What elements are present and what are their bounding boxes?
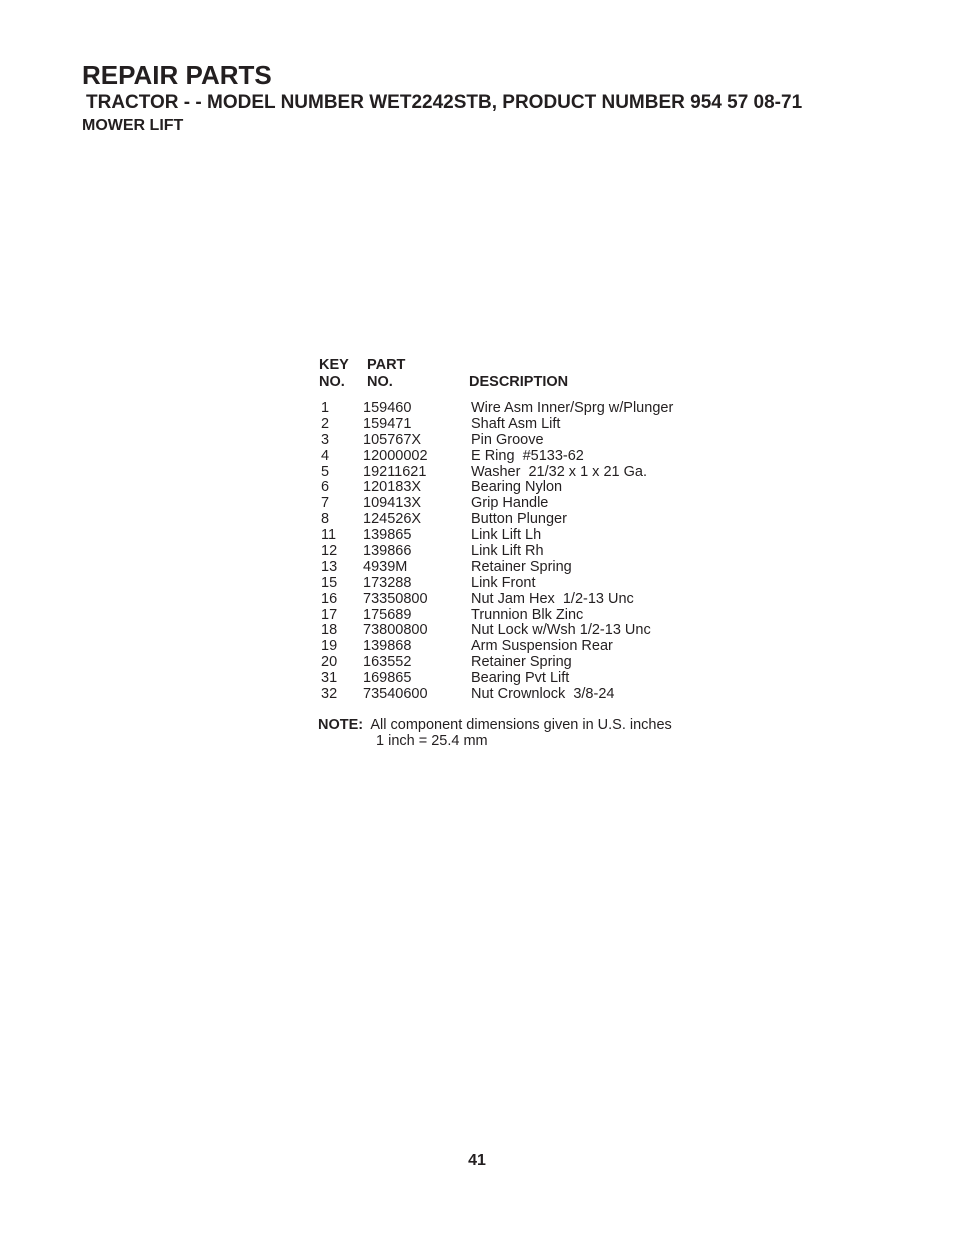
part-no-cell: 19211621 bbox=[363, 463, 427, 480]
part-no-cell: 4939M bbox=[363, 558, 408, 575]
part-no-cell: 73800800 bbox=[363, 622, 428, 639]
part-no-cell: 163552 bbox=[363, 654, 412, 671]
table-row bbox=[319, 480, 739, 496]
part-no-cell: 169865 bbox=[363, 670, 412, 687]
table-row bbox=[319, 623, 739, 639]
page-title: REPAIR PARTS bbox=[82, 60, 272, 90]
table-row bbox=[319, 592, 739, 608]
note-label: NOTE: bbox=[318, 717, 364, 733]
table-row bbox=[319, 560, 739, 576]
note-line-1: All component dimensions given in U.S. inches bbox=[370, 717, 672, 733]
description-cell: Grip Handle bbox=[471, 495, 549, 512]
part-no-cell: 105767X bbox=[363, 431, 422, 448]
page-subtitle: TRACTOR - - MODEL NUMBER WET2242STB, PRODUCT NUMBER 954 57 08-71 bbox=[86, 92, 803, 113]
key-no-cell: 18 bbox=[321, 622, 338, 639]
key-no-cell: 1 bbox=[321, 400, 330, 416]
part-no-cell: 73540600 bbox=[363, 686, 428, 703]
description-cell: Shaft Asm Lift bbox=[471, 415, 561, 432]
key-no-cell: 16 bbox=[321, 590, 338, 607]
description-cell: Nut Jam Hex 1/2-13 Unc bbox=[471, 590, 634, 607]
key-no-cell: 32 bbox=[321, 686, 338, 703]
description-cell: Nut Crownlock 3/8-24 bbox=[471, 686, 615, 703]
part-no-cell: 124526X bbox=[363, 511, 422, 528]
description-cell: Bearing Pvt Lift bbox=[471, 670, 570, 687]
description-cell: Link Front bbox=[471, 574, 536, 591]
key-no-cell: 6 bbox=[321, 479, 330, 496]
key-no-cell: 17 bbox=[321, 606, 338, 623]
key-no-cell: 8 bbox=[321, 511, 330, 528]
note-line-2: 1 inch = 25.4 mm bbox=[376, 733, 488, 749]
table-row bbox=[319, 449, 739, 465]
part-no-cell: 12000002 bbox=[363, 447, 428, 464]
table-row bbox=[319, 608, 739, 624]
table-row bbox=[319, 655, 739, 671]
table-row bbox=[319, 528, 739, 544]
parts-table bbox=[319, 357, 739, 703]
table-row bbox=[319, 687, 739, 703]
parts-list bbox=[319, 401, 739, 703]
part-no-header: NO. bbox=[367, 374, 393, 390]
description-cell: Washer 21/32 x 1 x 21 Ga. bbox=[471, 463, 647, 480]
key-no-cell: 15 bbox=[321, 574, 338, 591]
table-row bbox=[319, 671, 739, 687]
description-header: DESCRIPTION bbox=[469, 374, 569, 390]
key-no-cell: 31 bbox=[321, 670, 338, 687]
part-no-cell: 139868 bbox=[363, 638, 412, 655]
note bbox=[318, 717, 672, 749]
table-row bbox=[319, 496, 739, 512]
part-no-cell: 175689 bbox=[363, 606, 412, 623]
table-header-row-1 bbox=[319, 357, 739, 374]
table-header-row-2 bbox=[319, 374, 739, 391]
description-cell: Link Lift Lh bbox=[471, 527, 542, 544]
description-cell: Retainer Spring bbox=[471, 654, 572, 671]
part-header: PART bbox=[367, 357, 406, 373]
description-cell: Bearing Nylon bbox=[471, 479, 563, 496]
key-no-cell: 12 bbox=[321, 543, 338, 560]
description-cell: Retainer Spring bbox=[471, 558, 572, 575]
part-no-cell: 159471 bbox=[363, 415, 412, 432]
part-no-cell: 139865 bbox=[363, 527, 412, 544]
part-no-cell: 173288 bbox=[363, 574, 412, 591]
description-cell: Button Plunger bbox=[471, 511, 567, 528]
key-no-cell: 19 bbox=[321, 638, 338, 655]
key-no-cell: 5 bbox=[321, 463, 330, 480]
table-row bbox=[319, 465, 739, 481]
table-row bbox=[319, 401, 739, 417]
key-no-cell: 4 bbox=[321, 447, 330, 464]
key-no-cell: 20 bbox=[321, 654, 338, 671]
description-cell: Pin Groove bbox=[471, 431, 544, 448]
key-no-header: NO. bbox=[319, 374, 345, 390]
part-no-cell: 139866 bbox=[363, 543, 412, 560]
key-no-cell: 13 bbox=[321, 558, 338, 575]
part-no-cell: 159460 bbox=[363, 400, 412, 416]
table-row bbox=[319, 639, 739, 655]
key-no-cell: 2 bbox=[321, 415, 330, 432]
key-no-cell: 11 bbox=[321, 527, 337, 544]
page-number: 41 bbox=[468, 1152, 486, 1169]
description-cell: Link Lift Rh bbox=[471, 543, 544, 560]
key-no-cell: 3 bbox=[321, 431, 330, 448]
table-row bbox=[319, 417, 739, 433]
description-cell: Nut Lock w/Wsh 1/2-13 Unc bbox=[471, 622, 651, 639]
part-no-cell: 109413X bbox=[363, 495, 422, 512]
table-row bbox=[319, 512, 739, 528]
section-title: MOWER LIFT bbox=[82, 117, 184, 134]
table-row bbox=[319, 433, 739, 449]
description-cell: Arm Suspension Rear bbox=[471, 638, 613, 655]
description-cell: Trunnion Blk Zinc bbox=[471, 606, 584, 623]
part-no-cell: 73350800 bbox=[363, 590, 428, 607]
description-cell: Wire Asm Inner/Sprg w/Plunger bbox=[471, 400, 674, 416]
table-row bbox=[319, 544, 739, 560]
part-no-cell: 120183X bbox=[363, 479, 422, 496]
key-header: KEY bbox=[319, 357, 349, 373]
description-cell: E Ring #5133-62 bbox=[471, 447, 584, 464]
key-no-cell: 7 bbox=[321, 495, 330, 512]
table-row bbox=[319, 576, 739, 592]
